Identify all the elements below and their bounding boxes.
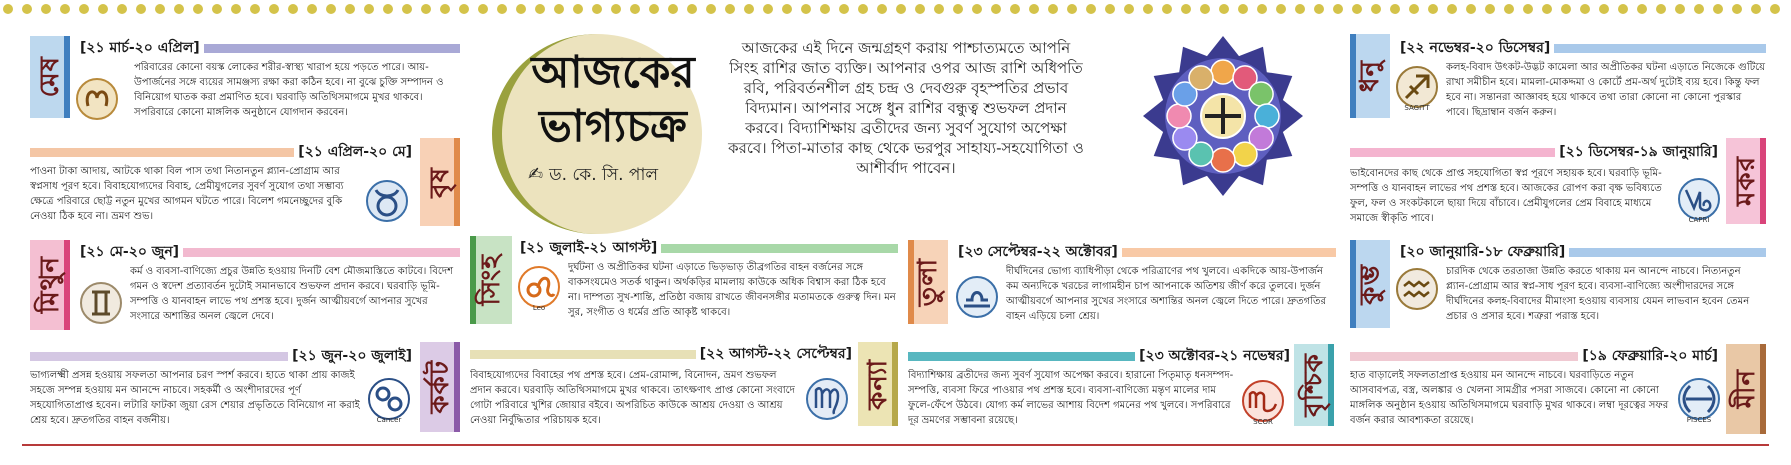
border-dot xyxy=(212,4,222,14)
border-dot xyxy=(991,4,1001,14)
color-bar-gemini xyxy=(183,248,460,257)
border-dot xyxy=(345,4,355,14)
border-dot xyxy=(915,4,925,14)
border-dot xyxy=(60,4,70,14)
border-dot xyxy=(554,4,564,14)
cancer-caption: Cancer xyxy=(376,416,402,424)
border-dot xyxy=(801,4,811,14)
horoscope-text-aries: পরিবারের কোনো বয়স্ক লোকের শরীর-স্বাস্থ্য খারাপ হয়ে পড়তে পারে। আয়-উপার্জনের সঙ্গে ব্যয়ের সামঞ্জস্য রক্ষা করা কঠিন হবে। না বুঝে চুক্তি সম্পাদন ও বিনিয়োগ ঘাতক করা প্রমাণিত হবে। ঘরবাড়ি অতিথিসমাগমে মুখর থাকবে। সপরিবারে কোনো মাঙ্গলিক অনুষ্ঠানে যোগদান করবেন। xyxy=(134,62,444,118)
sign-tab-taurus xyxy=(420,138,460,226)
border-dot xyxy=(820,4,830,14)
border-dot xyxy=(1694,4,1704,14)
border-dot xyxy=(1048,4,1058,14)
border-dot xyxy=(725,4,735,14)
border-dot xyxy=(782,4,792,14)
date-range-gemini: [২১ মে-২০ জুন] xyxy=(80,244,180,260)
horoscope-text-gemini: কর্ম ও ব্যবসা-বাণিজ্যে প্রচুর উন্নতি হওয়ায় দিনটি বেশ মৌজমাস্তিতে কাটবে। বিদেশ গমন ও স্বদেশ প্রত্যাবর্তন দুটোই সমানভাবে শুভফল প্রদান করবে। ঘরবাড়ি ভূমি-সম্পত্তি ও যানবাহন লাভে পথ প্রশস্ত হবে। দুর্জন আত্মীয়বর্গে আপনার সুখের সংসারে অশান্তির অনল জ্বেলে দেবে। xyxy=(130,266,454,322)
scorpio-caption: SCOR xyxy=(1253,418,1273,426)
date-row-aries xyxy=(76,38,460,58)
wheel-sign-medallion xyxy=(1233,142,1257,166)
date-range-aries: [২১ মার্চ-২০ এপ্রিল] xyxy=(80,40,200,56)
sign-tab-scorpio xyxy=(1294,344,1334,426)
border-dot xyxy=(383,4,393,14)
date-row-capricorn xyxy=(1350,142,1722,162)
border-dot xyxy=(1295,4,1305,14)
border-dot xyxy=(364,4,374,14)
sign-name-virgo: কন্যা xyxy=(863,358,893,410)
border-dot xyxy=(1162,4,1172,14)
bottom-rule xyxy=(22,444,1769,446)
border-dot xyxy=(231,4,241,14)
border-dot xyxy=(1599,4,1609,14)
border-dot xyxy=(972,4,982,14)
date-row-libra xyxy=(954,242,1336,262)
border-dot xyxy=(250,4,260,14)
date-range-scorpio: [২৩ অক্টোবর-২১ নভেম্বর] xyxy=(1139,348,1290,364)
date-range-aquarius: [২০ জানুয়ারি-১৮ ফেব্রুয়ারি] xyxy=(1400,244,1566,260)
border-dot xyxy=(953,4,963,14)
border-dot xyxy=(1124,4,1134,14)
title-line-2: ভাগ্যচক্র xyxy=(539,101,687,152)
border-dot xyxy=(1561,4,1571,14)
border-dot xyxy=(630,4,640,14)
border-dot xyxy=(1542,4,1552,14)
sign-name-aries: মেষ xyxy=(35,56,65,98)
border-dot xyxy=(1447,4,1457,14)
sign-block-sagittarius xyxy=(1350,34,1766,134)
border-dot xyxy=(193,4,203,14)
color-bar-taurus xyxy=(30,148,294,157)
aquarius-icon xyxy=(1394,266,1440,312)
date-range-pisces: [১৯ ফেব্রুয়ারি-২০ মার্চ] xyxy=(1582,348,1718,364)
sign-block-leo xyxy=(470,236,898,340)
border-dot xyxy=(1770,4,1780,14)
border-dot xyxy=(117,4,127,14)
color-bar-cancer xyxy=(30,352,288,361)
sign-tab-aries xyxy=(30,36,70,118)
border-dot xyxy=(1428,4,1438,14)
border-dot xyxy=(668,4,678,14)
sign-name-sagittarius: ধনু xyxy=(1355,59,1385,93)
birthday-intro: আজকের এই দিনে জন্মগ্রহণ করায় পাশ্চাত্যমতে আপনি সিংহ রাশির জাত ব্যক্তি। আপনার ওপর আজ রাশি অধিপতি রবি, পরিবর্তনশীল গ্রহ চন্দ্র ও দেবগুরু বৃহস্পতির প্রভাব বিদ্যমান। আপনার সঙ্গে ধুন রাশির বন্ধুত্ব শুভফল প্রদান করবে। বিদ্যাশিক্ষায় ব্রতীদের জন্য সুবর্ণ সুযোগ অপেক্ষা করবে। পিতা-মাতার কাছ থেকে ভরপুর সাহায্য-সহযোগিতা ও আশীর্বাদ পাবেন। xyxy=(728,39,1084,177)
border-dot xyxy=(1333,4,1343,14)
border-dot xyxy=(1675,4,1685,14)
wheel-sign-medallion xyxy=(1255,104,1279,128)
date-range-leo: [২১ জুলাই-২১ আগস্ট] xyxy=(520,240,658,256)
date-range-sagittarius: [২২ নভেম্বর-২০ ডিসেম্বর] xyxy=(1400,40,1551,56)
sagittarius-icon xyxy=(1394,64,1440,110)
horoscope-text-capricorn: ভাইবোনদের কাছ থেকে প্রাপ্ত সহযোগিতা স্বপ্ন পূরণে সহায়ক হবে। ঘরবাড়ি ভূমি-সম্পত্তি ও যানবাহন লাভের পথ প্রশস্ত হবে। আজকের রোপণ করা বৃক্ষ ভবিষ্যতে ফুল, ফল ও সংকটকালে ছায়া দিয়ে বাঁচাবে। প্রেমীযুগলের প্রেম বিবাহে মাধ্যমে সমাজে স্বীকৃতি পাবে। xyxy=(1350,168,1662,224)
author-name: ড. কে. সি. পাল xyxy=(549,165,659,185)
sign-name-libra: তুলা xyxy=(913,257,943,307)
border-dot xyxy=(1276,4,1286,14)
color-bar-pisces xyxy=(1350,352,1578,361)
wheel-sign-medallion xyxy=(1211,148,1235,172)
wheel-sign-medallion xyxy=(1211,60,1235,84)
color-bar-capricorn xyxy=(1350,148,1555,157)
border-dot xyxy=(1143,4,1153,14)
border-dot xyxy=(1618,4,1628,14)
sign-tab-libra xyxy=(908,240,948,324)
border-dot xyxy=(1580,4,1590,14)
border-dot xyxy=(1086,4,1096,14)
sign-block-cancer xyxy=(30,342,460,442)
top-dotted-border xyxy=(0,2,1791,16)
sign-name-pisces: মীন xyxy=(1731,369,1761,409)
border-dot xyxy=(1713,4,1723,14)
wheel-sign-medallion xyxy=(1173,126,1197,150)
sign-name-capricorn: মকর xyxy=(1731,156,1761,206)
border-dot xyxy=(706,4,716,14)
border-dot xyxy=(592,4,602,14)
author-byline xyxy=(528,162,698,190)
border-dot xyxy=(136,4,146,14)
date-row-aquarius xyxy=(1396,242,1766,262)
pen-icon: ✍ xyxy=(528,164,544,185)
date-range-virgo: [২২ আগস্ট-২২ সেপ্টেম্বর] xyxy=(699,346,852,362)
leo-caption: Leo xyxy=(532,304,546,312)
pisces-caption: PISCES xyxy=(1686,416,1712,424)
border-dot xyxy=(744,4,754,14)
virgo-icon xyxy=(804,376,850,422)
cancer-icon xyxy=(366,376,412,422)
zodiac-wheel-icon xyxy=(1138,34,1308,199)
sign-name-leo: সিংহ xyxy=(476,254,506,306)
date-row-taurus xyxy=(30,142,416,162)
horoscope-text-virgo: বিবাহযোগ্যদের বিবাহের পথ প্রশস্ত হবে। প্রেম-রোমান্স, বিনোদন, ভ্রমণ শুভফল প্রদান করবে। ঘরবাড়ি অতিথিসমাগমে মুখর থাকবে। তাৎক্ষণাৎ প্রাপ্ত কোনো সংবাদে গোটা পরিবারে খুশির জোয়ার বইবে। অপরিচিত কাউকে আশ্রয় দেওয়া ও আশ্রয় নেওয়া নির্বুদ্ধিতার পরিচায়ক হবে। xyxy=(470,370,795,426)
color-bar-sagittarius xyxy=(1554,44,1766,53)
wheel-sign-medallion xyxy=(1167,104,1191,128)
border-dot xyxy=(611,4,621,14)
libra-icon xyxy=(954,274,1000,320)
border-dot xyxy=(1751,4,1761,14)
border-dot xyxy=(478,4,488,14)
sign-name-gemini: মিথুন xyxy=(35,256,65,314)
color-bar-scorpio xyxy=(908,352,1135,361)
date-row-pisces xyxy=(1350,346,1722,366)
border-dot xyxy=(98,4,108,14)
sign-tab-virgo xyxy=(858,342,898,426)
date-row-virgo xyxy=(470,344,856,364)
border-dot xyxy=(649,4,659,14)
sign-name-taurus: বৃষ xyxy=(425,166,455,198)
border-dot xyxy=(516,4,526,14)
scorpio-icon xyxy=(1240,378,1286,424)
sign-block-scorpio xyxy=(908,344,1334,442)
capricorn-caption: CAPRI xyxy=(1688,216,1710,224)
border-dot xyxy=(1200,4,1210,14)
date-range-cancer: [২১ জুন-২০ জুলাই] xyxy=(292,348,412,364)
border-dot xyxy=(1466,4,1476,14)
sign-block-aquarius xyxy=(1350,240,1766,340)
border-dot xyxy=(79,4,89,14)
border-dot xyxy=(459,4,469,14)
border-dot xyxy=(1732,4,1742,14)
border-dot xyxy=(421,4,431,14)
border-dot xyxy=(934,4,944,14)
border-dot xyxy=(1010,4,1020,14)
border-dot xyxy=(1219,4,1229,14)
border-dot xyxy=(1029,4,1039,14)
wheel-sign-medallion xyxy=(1249,82,1273,106)
horoscope-text-aquarius: চারদিক থেকে তরতাজা উন্নতি করতে থাকায় মন আনন্দে নাচবে। নিত্যনতুন প্ল্যান-প্রোগ্রাম আর স্বপ্ন-সাধ পূরণ হবে। ব্যবসা-বাণিজ্যে অংশীদারদের সঙ্গে দীর্ঘদিনের কলহ-বিবাদের মীমাংসা হওয়ায় ব্যবসায় যেমন লাভবান হবেন তেমন প্রচার ও প্রসার হবে। শত্রুরা পরাস্ত হবে। xyxy=(1446,266,1750,322)
border-dot xyxy=(1314,4,1324,14)
dot-row xyxy=(0,2,1791,16)
sign-tab-leo xyxy=(470,236,512,324)
border-dot xyxy=(763,4,773,14)
sign-block-virgo xyxy=(470,342,898,442)
page-title xyxy=(518,46,708,154)
color-bar-libra xyxy=(1122,248,1336,257)
masthead xyxy=(488,34,708,234)
border-dot xyxy=(326,4,336,14)
horoscope-text-pisces: হাত বাড়ালেই সফলতাপ্রাপ্ত হওয়ায় মন আনন্দে নাচবে। ঘরবাড়িতে নতুন আসবাবপত্র, বস্ত্র, অলঙ্কার ও খেলনা সামগ্রীর পসরা সাজবে। কোনো না কোনো মাঙ্গলিক অনুষ্ঠান হওয়ায় অতিথিসমাগমে ঘরবাড়ি মুখর থাকবে। লম্বা দূরত্বের সফর বর্জন করার আবশ্যকতা রয়েছে। xyxy=(1350,370,1669,426)
border-dot xyxy=(22,4,32,14)
border-dot xyxy=(307,4,317,14)
sign-block-aries xyxy=(30,36,460,136)
border-dot xyxy=(1390,4,1400,14)
sign-tab-capricorn xyxy=(1726,138,1766,224)
border-dot xyxy=(497,4,507,14)
wheel-sign-medallion xyxy=(1189,66,1213,90)
date-range-taurus: [২১ এপ্রিল-২০ মে] xyxy=(298,144,412,160)
date-row-leo xyxy=(516,238,898,258)
date-row-gemini xyxy=(76,242,460,262)
sagittarius-caption: SAGITT xyxy=(1404,104,1430,112)
border-dot xyxy=(155,4,165,14)
sign-block-gemini xyxy=(30,240,460,340)
sign-tab-sagittarius xyxy=(1350,34,1390,118)
color-bar-aries xyxy=(204,44,460,53)
sign-tab-aquarius xyxy=(1350,240,1390,328)
horoscope-text-scorpio: বিদ্যাশিক্ষায় ব্রতীদের জন্য সুবর্ণ সুযোগ অপেক্ষা করবে। হারানো পিতৃমাতৃ ধনসম্পদ-সম্পত্তি, ব্যবসা ফিরে পাওয়ার পথ প্রশস্ত হবে। ব্যবসা-বাণিজ্যে মন্তৃণ মালের দাম ফুলে-ফেঁপে উঠবে। যোগ্য কর্ম লাভের আশায় বিদেশ গমনের পথ খুলবে। সপরিবারে দূর ভ্রমণের সম্ভাবনা রয়েছে। xyxy=(908,370,1234,426)
color-bar-leo xyxy=(661,244,898,253)
border-dot xyxy=(573,4,583,14)
border-dot xyxy=(1656,4,1666,14)
border-dot xyxy=(1257,4,1267,14)
border-dot xyxy=(1409,4,1419,14)
border-dot xyxy=(858,4,868,14)
color-bar-virgo xyxy=(470,350,696,359)
date-row-scorpio xyxy=(908,346,1294,366)
color-bar-aquarius xyxy=(1569,248,1766,257)
gemini-icon xyxy=(78,280,124,326)
sign-block-capricorn xyxy=(1350,138,1766,238)
border-dot xyxy=(1181,4,1191,14)
border-dot xyxy=(1352,4,1362,14)
pisces-icon xyxy=(1676,376,1722,422)
border-dot xyxy=(1523,4,1533,14)
border-dot xyxy=(402,4,412,14)
horoscope-text-sagittarius: কলহ-বিবাদ উৎকট-উদ্ভট কামেলা আর অপ্রীতিকর ঘটনা এড়াতে নিজেকে গুটিয়ে রাখা সমীচীন হবে। মামলা-মোকদ্দমা ও কোর্টে প্রম-অর্থ দুটোই ব্যয় হবে। কিন্তু ফল হবে না। সন্তানরা আজ্ঞাবহ হয়ে থাকবে তথা তারা কোনো না কোনো পুরস্কার পাবে। ছিদ্রাম্বান বর্জন করুন। xyxy=(1446,62,1766,118)
leo-icon xyxy=(516,264,562,310)
border-dot xyxy=(41,4,51,14)
date-row-cancer xyxy=(30,346,416,366)
border-dot xyxy=(877,4,887,14)
sign-name-cancer: কর্কট xyxy=(425,360,455,414)
border-dot xyxy=(1105,4,1115,14)
sign-block-pisces xyxy=(1350,344,1766,442)
border-dot xyxy=(896,4,906,14)
aries-icon xyxy=(74,76,120,122)
horoscope-text-libra: দীর্ঘদিনের ভোগ্য ব্যাধিপীড়া থেকে পরিত্রাণের পথ খুলবে। একদিকে আয়-উপার্জন কম অন্যদিকে খরচের লাগামহীন চাপ আপনাকে অতিশয় জীর্ণ করে তুলবে। দুর্জন আত্মীয়বর্গে আপনার সুখের সংসারে অশান্তির অনল জ্বেলে দিতে পারে। দ্রুতগতির বাহন এড়িয়ে চলা শ্রেয়। xyxy=(1006,266,1327,322)
border-dot xyxy=(1238,4,1248,14)
border-dot xyxy=(1067,4,1077,14)
horoscope-text-cancer: ভাগ্যলক্ষ্মী প্রসন্ন হওয়ায় সফলতা আপনার চরণ স্পর্শ করবে। হাতে থাকা প্রায় কাজই সহজে সম্পন্ন হওয়ায় মন আনন্দে নাচবে। সহকর্মী ও অংশীদারদের পূর্ণ সহযোগিতাপ্রাপ্ত হবেন। লটারি ফাটকা জুয়া রেস শেয়ার প্রভৃতিতে বিনিয়োগ না করাই শ্রেয় হবে। দ্রুতগতির বাহন বর্জনীয়। xyxy=(30,370,360,426)
sign-tab-cancer xyxy=(420,342,460,432)
sign-name-aquarius: কুম্ভ xyxy=(1355,263,1385,305)
horoscope-text-taurus: পাওনা টাকা আদায়, আটকে থাকা বিল পাস তথা নিতানতুন প্ল্যান-প্রোগ্রাম আর স্বপ্নসাধ পূরণ হবে। বিবাহযোগ্যদের বিবাহ, প্রেমীযুগলের সুবর্ণ সুযোগ তথা সম্ভাব্য ক্ষেত্রে পরিবারে ছোট্ট নতুন মুখের আগমন ঘটতে পারে। বিলেশ গমনেচ্ছুদের বুকি নেওয়া ঠিক হবে না। ভ্রমণ শুভ। xyxy=(30,166,344,222)
date-range-capricorn: [২১ ডিসেম্বর-১৯ জানুয়ারি] xyxy=(1559,144,1718,160)
border-dot xyxy=(269,4,279,14)
border-dot xyxy=(535,4,545,14)
border-dot xyxy=(1504,4,1514,14)
horoscope-text-leo: দুর্ঘটনা ও অপ্রীতিকর ঘটনা এড়াতে ভিড়ভাড় তীব্রগতির বাহন বর্জনের সঙ্গে বাকসংযমেও সতর্ক থাকুন। অর্থকড়ির মামলায় কাউকে অধিক বিশ্বাস করা ঠিক হবে না। দাম্পত্য সুখ-শান্তি, প্রতিষ্ঠা বজায় রাখতে জীবনসঙ্গীর মতামতকে গুরুত্ব দিন। মন সুর, সংগীত ও ধর্মের প্রতি আকৃষ্ট থাকবে। xyxy=(568,262,896,318)
border-dot xyxy=(174,4,184,14)
title-line-1: আজকের xyxy=(531,47,695,98)
border-dot xyxy=(1371,4,1381,14)
border-dot xyxy=(3,4,13,14)
date-range-libra: [২৩ সেপ্টেম্বর-২২ অক্টোবর] xyxy=(958,244,1118,260)
border-dot xyxy=(288,4,298,14)
sign-block-libra xyxy=(908,240,1336,340)
capricorn-icon xyxy=(1676,176,1722,222)
border-dot xyxy=(1485,4,1495,14)
border-dot xyxy=(687,4,697,14)
border-dot xyxy=(1637,4,1647,14)
sign-tab-gemini xyxy=(30,240,70,330)
taurus-icon xyxy=(364,178,410,224)
sign-tab-pisces xyxy=(1726,344,1766,434)
border-dot xyxy=(839,4,849,14)
border-dot xyxy=(440,4,450,14)
sign-block-taurus xyxy=(30,138,460,238)
date-row-sagittarius xyxy=(1396,38,1766,58)
sign-name-scorpio: বৃশ্চিক xyxy=(1299,353,1329,417)
